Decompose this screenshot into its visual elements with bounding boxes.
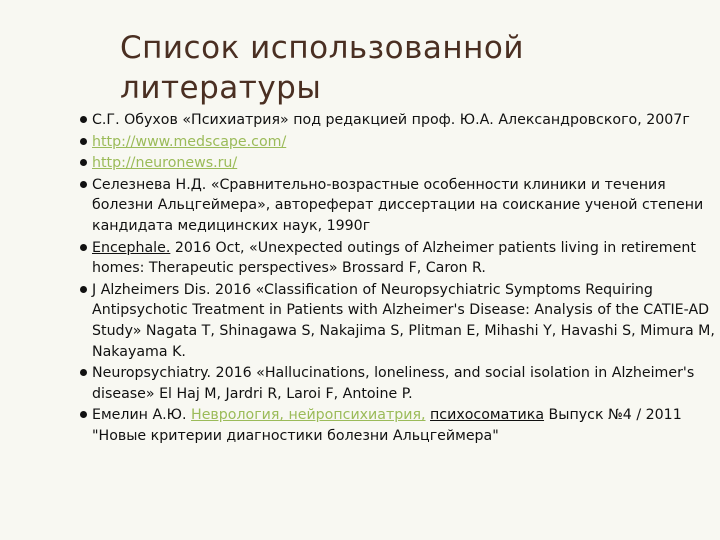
neuronews-link[interactable]: http://neuronews.ru/ bbox=[92, 155, 238, 172]
reference-text: Neuropsychiatry. 2016 «Hallucinations, loneliness, and social isolation in Alzheimer's disease» El Haj M, Jardri R, Laroi F, Antoine P. bbox=[92, 365, 695, 402]
medscape-link[interactable]: http://www.medscape.com/ bbox=[92, 133, 287, 150]
list-item bbox=[80, 175, 720, 237]
list-item bbox=[80, 238, 720, 279]
reference-text: J Alzheimers Dis. 2016 «Classification of Neuropsychiatric Symptoms Requiring Antipsychotic Treatment in Patients with Alzheimer's Disease: Analysis of the CATIE-AD Study» Nagata T, Shinagawa S, Nakajima S, Plitman E, Mihashi Y, Havashi S, Mimura M, Nakayama K. bbox=[92, 281, 715, 360]
list-item bbox=[80, 110, 720, 131]
list-item bbox=[80, 405, 720, 446]
psychosomatics-link[interactable]: психосоматика bbox=[430, 407, 545, 424]
reference-text: Селезнева Н.Д. «Сравнительно-возрастные особенности клиники и течения болезни Альцгеймера», автореферат диссертации на соискание ученой степени кандидата медицинских наук, 1990г bbox=[92, 176, 704, 234]
reference-list bbox=[80, 110, 720, 448]
reference-prefix: Емелин А.Ю. bbox=[92, 407, 192, 424]
reference-text: 2016 Oct, «Unexpected outings of Alzheimer patients living in retirement homes: Therapeutic perspectives» Brossard F, Caron R. bbox=[92, 239, 696, 277]
neurology-journal-link[interactable]: Неврология, нейропсихиатрия, bbox=[191, 407, 426, 424]
encephale-link[interactable]: Encephale. bbox=[92, 239, 171, 256]
reference-text: Выпуск №4 / 2011 "Новые критерии диагностики болезни Альцгеймера" bbox=[92, 407, 682, 444]
reference-text: С.Г. Обухов «Психиатрия» под редакцией проф. Ю.А. Александровского, 2007г bbox=[92, 112, 690, 128]
page-title: Список использованной литературы bbox=[120, 30, 525, 106]
list-item bbox=[80, 153, 720, 174]
list-item bbox=[80, 363, 720, 404]
list-item bbox=[80, 132, 720, 153]
list-item bbox=[80, 280, 720, 362]
